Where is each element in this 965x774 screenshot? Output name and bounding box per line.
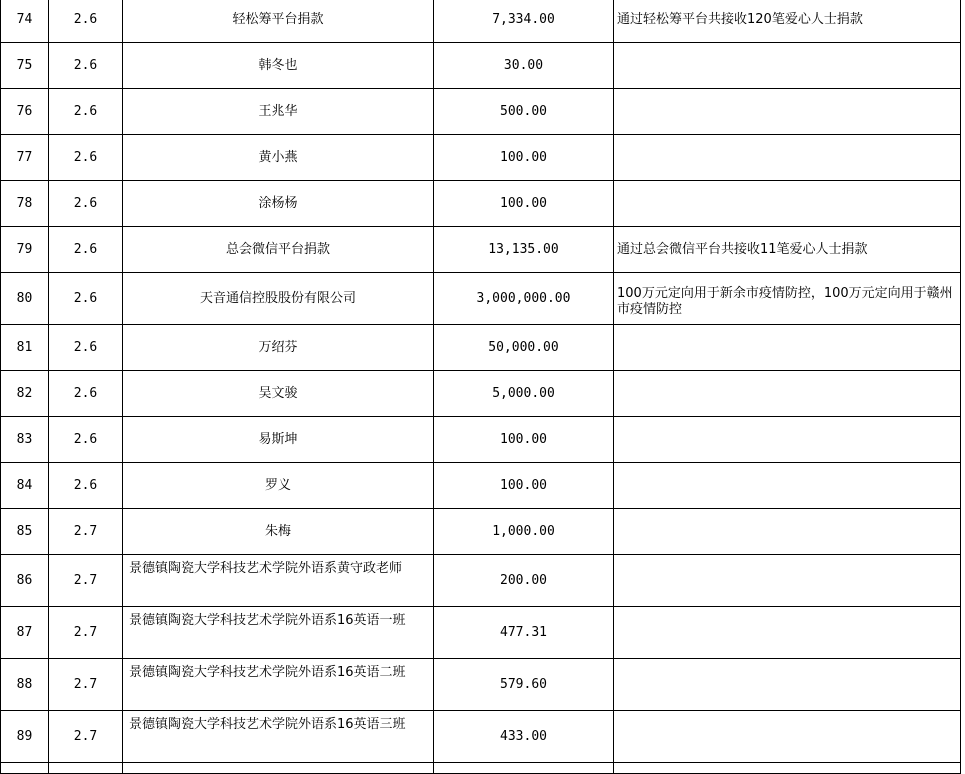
row-amount: 100.00 [434, 463, 614, 509]
row-donor: 罗义 [123, 463, 434, 509]
row-date: 2.6 [49, 43, 123, 89]
row-number: 76 [1, 89, 49, 135]
row-date: 2.6 [49, 273, 123, 325]
row-note [614, 181, 961, 227]
row-number: 87 [1, 607, 49, 659]
row-amount: 3,000,000.00 [434, 273, 614, 325]
row-number: 89 [1, 711, 49, 763]
row-cell-empty [49, 763, 123, 774]
row-note [614, 555, 961, 607]
row-amount: 100.00 [434, 135, 614, 181]
row-amount: 100.00 [434, 417, 614, 463]
row-donor: 易斯坤 [123, 417, 434, 463]
row-note [614, 509, 961, 555]
table-row [1, 135, 961, 181]
row-date: 2.6 [49, 371, 123, 417]
row-amount: 50,000.00 [434, 325, 614, 371]
table-row [1, 181, 961, 227]
row-number: 88 [1, 659, 49, 711]
row-donor: 吴文骏 [123, 371, 434, 417]
row-amount: 7,334.00 [434, 0, 614, 43]
row-number: 74 [1, 0, 49, 43]
table-row [1, 607, 961, 659]
row-donor: 韩冬也 [123, 43, 434, 89]
row-donor: 景德镇陶瓷大学科技艺术学院外语系16英语三班 [123, 711, 434, 763]
row-note [614, 135, 961, 181]
row-note [614, 659, 961, 711]
table-row [1, 227, 961, 273]
row-date: 2.6 [49, 417, 123, 463]
row-note: 通过轻松筹平台共接收120笔爱心人士捐款 [614, 0, 961, 43]
row-note [614, 463, 961, 509]
row-number: 82 [1, 371, 49, 417]
row-amount: 200.00 [434, 555, 614, 607]
row-note [614, 43, 961, 89]
row-note [614, 371, 961, 417]
table-row [1, 463, 961, 509]
row-donor: 黄小燕 [123, 135, 434, 181]
row-donor: 万绍芬 [123, 325, 434, 371]
row-donor: 涂杨杨 [123, 181, 434, 227]
row-date: 2.6 [49, 181, 123, 227]
row-donor: 天音通信控股股份有限公司 [123, 273, 434, 325]
row-number: 86 [1, 555, 49, 607]
row-donor: 景德镇陶瓷大学科技艺术学院外语系16英语一班 [123, 607, 434, 659]
row-cell-empty [614, 763, 961, 774]
table-row [1, 0, 961, 43]
table-row [1, 509, 961, 555]
row-date: 2.7 [49, 509, 123, 555]
row-amount: 433.00 [434, 711, 614, 763]
row-number: 77 [1, 135, 49, 181]
row-donor: 景德镇陶瓷大学科技艺术学院外语系16英语二班 [123, 659, 434, 711]
row-note [614, 325, 961, 371]
row-number: 85 [1, 509, 49, 555]
table-row [1, 659, 961, 711]
row-amount: 500.00 [434, 89, 614, 135]
table-row [1, 371, 961, 417]
row-amount: 579.60 [434, 659, 614, 711]
row-date: 2.7 [49, 659, 123, 711]
row-donor: 总会微信平台捐款 [123, 227, 434, 273]
table-row [1, 89, 961, 135]
table-row-partial [1, 763, 961, 774]
row-date: 2.6 [49, 325, 123, 371]
row-cell-empty [434, 763, 614, 774]
row-amount: 1,000.00 [434, 509, 614, 555]
row-date: 2.6 [49, 463, 123, 509]
row-cell-empty [1, 763, 49, 774]
row-number: 84 [1, 463, 49, 509]
row-number: 83 [1, 417, 49, 463]
row-amount: 5,000.00 [434, 371, 614, 417]
row-date: 2.6 [49, 89, 123, 135]
row-date: 2.6 [49, 0, 123, 43]
row-date: 2.7 [49, 607, 123, 659]
table-row [1, 417, 961, 463]
row-note [614, 89, 961, 135]
row-date: 2.6 [49, 227, 123, 273]
row-amount: 30.00 [434, 43, 614, 89]
row-donor: 朱梅 [123, 509, 434, 555]
row-amount: 477.31 [434, 607, 614, 659]
table-row [1, 273, 961, 325]
table-row [1, 325, 961, 371]
row-note [614, 607, 961, 659]
row-donor: 轻松筹平台捐款 [123, 0, 434, 43]
row-amount: 13,135.00 [434, 227, 614, 273]
table-row [1, 43, 961, 89]
row-note: 通过总会微信平台共接收11笔爱心人士捐款 [614, 227, 961, 273]
row-number: 75 [1, 43, 49, 89]
row-number: 81 [1, 325, 49, 371]
row-number: 79 [1, 227, 49, 273]
table-row [1, 555, 961, 607]
row-note: 100万元定向用于新余市疫情防控，100万元定向用于赣州市疫情防控 [614, 273, 961, 325]
row-amount: 100.00 [434, 181, 614, 227]
row-donor: 景德镇陶瓷大学科技艺术学院外语系黄守政老师 [123, 555, 434, 607]
row-date: 2.7 [49, 711, 123, 763]
row-number: 78 [1, 181, 49, 227]
donation-table-body [1, 0, 961, 774]
row-date: 2.6 [49, 135, 123, 181]
row-date: 2.7 [49, 555, 123, 607]
row-donor: 王兆华 [123, 89, 434, 135]
row-number: 80 [1, 273, 49, 325]
row-note [614, 417, 961, 463]
row-cell-empty [123, 763, 434, 774]
